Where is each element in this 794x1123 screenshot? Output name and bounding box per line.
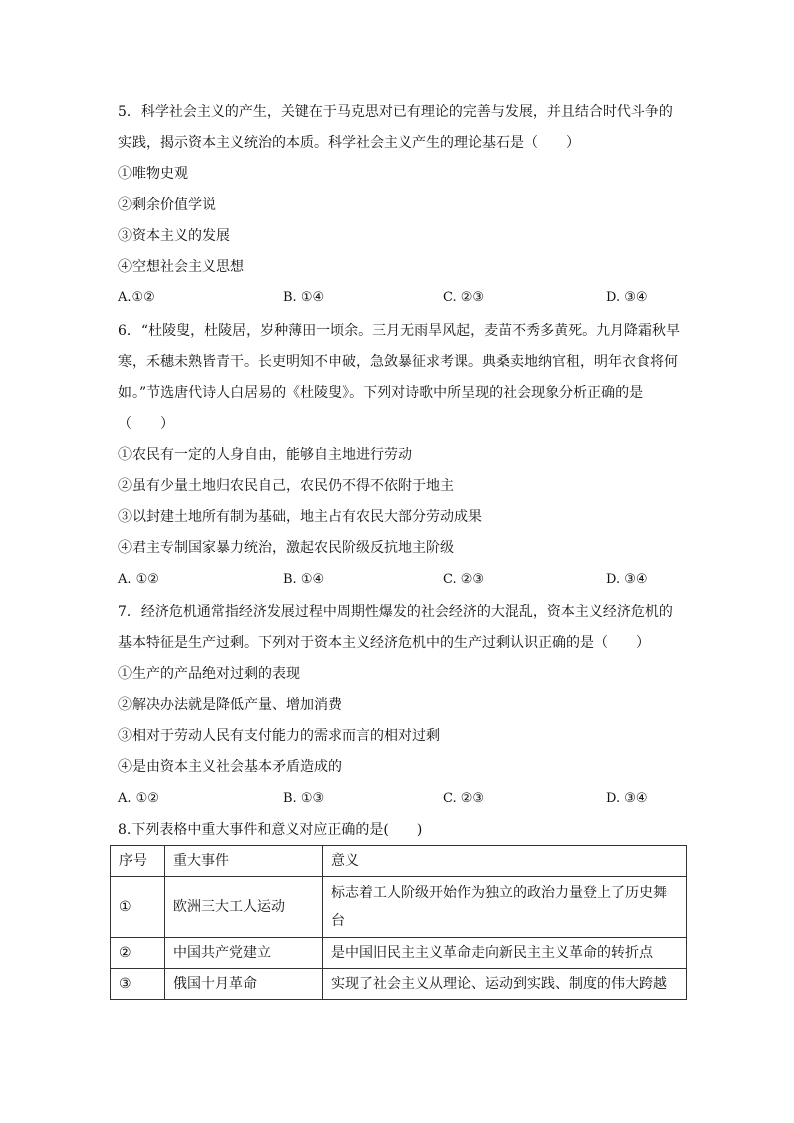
q6-item-2: ②虽有少量土地归农民自己，农民仍不得不依附于地主	[118, 478, 454, 494]
table-cell: 是中国旧民主主义革命走向新民主主义革命的转折点	[323, 938, 687, 969]
table-cell: 标志着工人阶级开始作为独立的政治力量登上了历史舞台	[323, 877, 687, 938]
table-cell: 欧洲三大工人运动	[165, 877, 323, 938]
table-cell: ①	[111, 877, 165, 938]
q6-item-3: ③以封建土地所有制为基础，地主占有农民大部分劳动成果	[118, 509, 482, 525]
q7-stem-line-2: 基本特征是生产过剩。下列对于资本主义经济危机中的生产过剩认识正确的是（ ）	[118, 635, 650, 651]
table-header-cell: 序号	[111, 846, 165, 877]
q5-item-1: ①唯物史观	[118, 166, 188, 182]
q5-option-c: C. ②③	[443, 290, 485, 305]
q7-stem-line-1: 7．经济危机通常指经济发展过程中周期性爆发的社会经济的大混乱，资本主义经济危机的	[118, 604, 673, 620]
q7-item-4: ④是由资本主义社会基本矛盾造成的	[118, 759, 342, 775]
table-cell: ③	[111, 969, 165, 1000]
q5-option-b: B. ①④	[283, 290, 325, 305]
q6-stem-line-1: 6．“杜陵叟，杜陵居，岁种薄田一顷余。三月无雨旱风起，麦苗不秀多黄死。九月降霜秋早	[118, 323, 681, 339]
q7-option-d: D. ③④	[606, 791, 648, 806]
q7-option-a: A. ①②	[118, 791, 159, 806]
table-header-cell: 意义	[323, 846, 687, 877]
q5-item-2: ②剩余价值学说	[118, 197, 216, 213]
q5-option-a: A.①②	[118, 290, 155, 305]
q5-item-3: ③资本主义的发展	[118, 228, 230, 244]
table-row	[111, 938, 687, 969]
q6-stem-line-4: （ ）	[118, 416, 174, 432]
table-header-cell: 重大事件	[165, 846, 323, 877]
q7-item-2: ②解决办法就是降低产量、增加消费	[118, 697, 342, 713]
q5-stem-line-2: 实践，揭示资本主义统治的本质。科学社会主义产生的理论基石是（ ）	[118, 135, 580, 151]
table-row	[111, 877, 687, 938]
q5-item-4: ④空想社会主义思想	[118, 259, 244, 275]
q7-option-b: B. ①③	[283, 791, 325, 806]
q7-item-3: ③相对于劳动人民有支付能力的需求而言的相对过剩	[118, 728, 440, 744]
q7-options	[118, 789, 678, 809]
table-cell: ②	[111, 938, 165, 969]
table-row	[111, 969, 687, 1000]
q6-option-a: A. ①②	[118, 572, 159, 587]
q6-stem-line-3: 如。”节选唐代诗人白居易的《杜陵叟》。下列对诗歌中所呈现的社会现象分析正确的是	[118, 385, 644, 401]
q6-options	[118, 570, 678, 590]
q6-item-4: ④君主专制国家暴力统治，激起农民阶级反抗地主阶级	[118, 540, 454, 556]
q6-option-b: B. ①④	[283, 572, 325, 587]
events-table	[110, 845, 687, 1000]
table-header-row	[111, 846, 687, 877]
q5-options	[118, 288, 678, 308]
q5-option-d: D. ③④	[606, 290, 648, 305]
q8-stem-line-1: 8.下列表格中重大事件和意义对应正确的是( )	[118, 822, 423, 838]
q5-stem-line-1: 5．科学社会主义的产生，关键在于马克思对已有理论的完善与发展，并且结合时代斗争的	[118, 104, 673, 120]
q6-stem-line-2: 寒，禾穗未熟皆青干。长吏明知不申破，急敛暴征求考课。典桑卖地纳官租，明年衣食将何	[118, 354, 678, 370]
table-cell: 俄国十月革命	[165, 969, 323, 1000]
table-cell: 中国共产党建立	[165, 938, 323, 969]
q7-option-c: C. ②③	[443, 791, 485, 806]
q7-item-1: ①生产的产品绝对过剩的表现	[118, 666, 300, 682]
q6-option-d: D. ③④	[606, 572, 648, 587]
q6-item-1: ①农民有一定的人身自由，能够自主地进行劳动	[118, 447, 412, 463]
table-cell: 实现了社会主义从理论、运动到实践、制度的伟大跨越	[323, 969, 687, 1000]
q6-option-c: C. ②③	[443, 572, 485, 587]
